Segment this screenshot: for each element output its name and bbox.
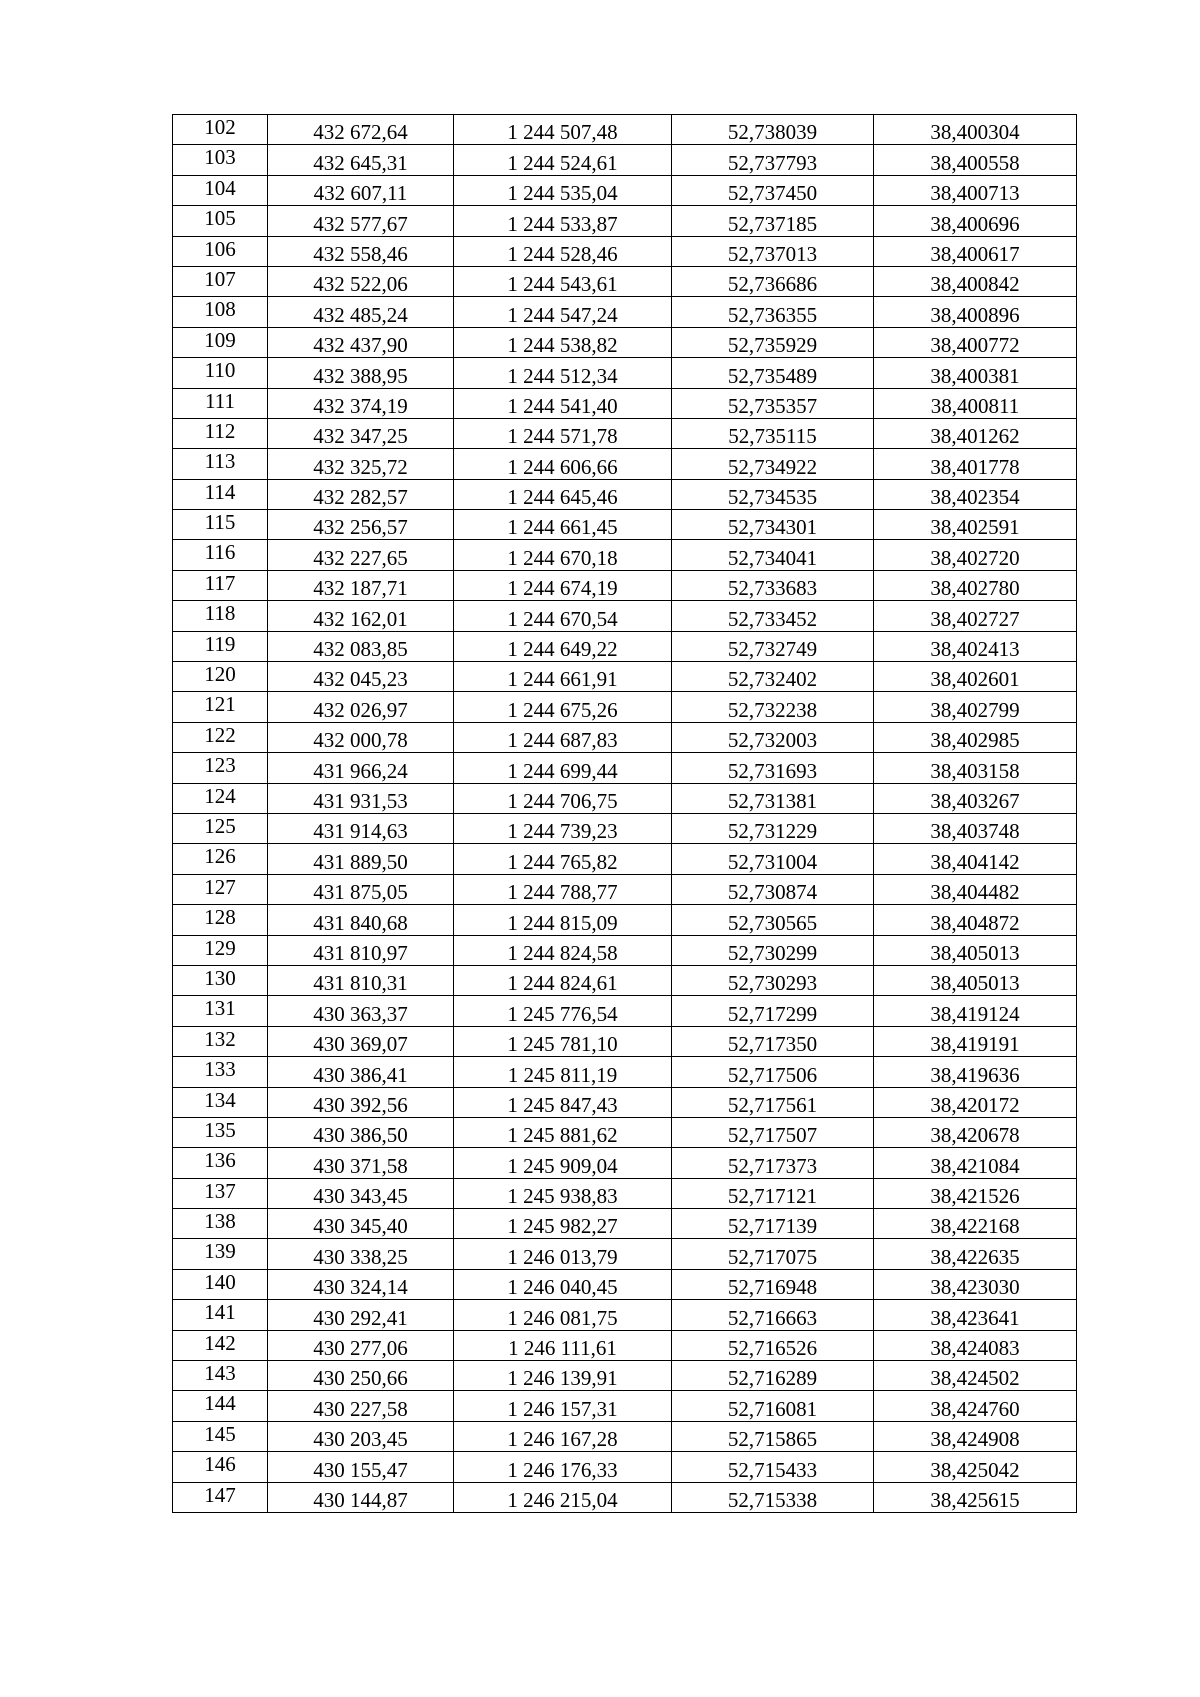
- y-coordinate-cell: 1 244 535,04: [454, 175, 672, 205]
- x-coordinate-cell: 430 155,47: [268, 1452, 454, 1482]
- table-row: [173, 631, 1077, 661]
- table-row: [173, 844, 1077, 874]
- latitude-cell: 52,737013: [672, 236, 874, 266]
- table-row: [173, 1361, 1077, 1391]
- latitude-cell: 52,715865: [672, 1421, 874, 1451]
- x-coordinate-cell: 432 374,19: [268, 388, 454, 418]
- point-number-cell: 118: [173, 601, 268, 631]
- latitude-cell: 52,737450: [672, 175, 874, 205]
- longitude-cell: 38,400713: [874, 175, 1077, 205]
- point-number-cell: 138: [173, 1209, 268, 1239]
- x-coordinate-cell: 432 522,06: [268, 266, 454, 296]
- x-coordinate-cell: 430 277,06: [268, 1330, 454, 1360]
- table-row: [173, 1117, 1077, 1147]
- table-row: [173, 236, 1077, 266]
- x-coordinate-cell: 431 914,63: [268, 813, 454, 843]
- point-number-cell: 112: [173, 418, 268, 448]
- point-number-cell: 134: [173, 1087, 268, 1117]
- point-number-cell: 127: [173, 874, 268, 904]
- y-coordinate-cell: 1 244 706,75: [454, 783, 672, 813]
- latitude-cell: 52,717561: [672, 1087, 874, 1117]
- y-coordinate-cell: 1 245 938,83: [454, 1178, 672, 1208]
- y-coordinate-cell: 1 244 571,78: [454, 418, 672, 448]
- latitude-cell: 52,730874: [672, 874, 874, 904]
- x-coordinate-cell: 430 392,56: [268, 1087, 454, 1117]
- point-number-cell: 133: [173, 1057, 268, 1087]
- point-number-cell: 102: [173, 115, 268, 145]
- y-coordinate-cell: 1 245 909,04: [454, 1148, 672, 1178]
- latitude-cell: 52,732749: [672, 631, 874, 661]
- x-coordinate-cell: 431 840,68: [268, 905, 454, 935]
- latitude-cell: 52,732003: [672, 722, 874, 752]
- point-number-cell: 113: [173, 449, 268, 479]
- y-coordinate-cell: 1 245 781,10: [454, 1026, 672, 1056]
- longitude-cell: 38,423030: [874, 1269, 1077, 1299]
- longitude-cell: 38,402985: [874, 722, 1077, 752]
- latitude-cell: 52,731229: [672, 813, 874, 843]
- y-coordinate-cell: 1 244 524,61: [454, 145, 672, 175]
- latitude-cell: 52,730565: [672, 905, 874, 935]
- latitude-cell: 52,735929: [672, 327, 874, 357]
- point-number-cell: 129: [173, 935, 268, 965]
- y-coordinate-cell: 1 244 788,77: [454, 874, 672, 904]
- point-number-cell: 125: [173, 813, 268, 843]
- latitude-cell: 52,717121: [672, 1178, 874, 1208]
- longitude-cell: 38,400842: [874, 266, 1077, 296]
- table-row: [173, 206, 1077, 236]
- y-coordinate-cell: 1 244 507,48: [454, 115, 672, 145]
- longitude-cell: 38,402354: [874, 479, 1077, 509]
- x-coordinate-cell: 430 144,87: [268, 1482, 454, 1512]
- point-number-cell: 126: [173, 844, 268, 874]
- longitude-cell: 38,402413: [874, 631, 1077, 661]
- latitude-cell: 52,716526: [672, 1330, 874, 1360]
- table-row: [173, 1482, 1077, 1512]
- y-coordinate-cell: 1 244 547,24: [454, 297, 672, 327]
- point-number-cell: 143: [173, 1361, 268, 1391]
- latitude-cell: 52,717507: [672, 1117, 874, 1147]
- longitude-cell: 38,425042: [874, 1452, 1077, 1482]
- longitude-cell: 38,422635: [874, 1239, 1077, 1269]
- longitude-cell: 38,424760: [874, 1391, 1077, 1421]
- x-coordinate-cell: 430 324,14: [268, 1269, 454, 1299]
- point-number-cell: 124: [173, 783, 268, 813]
- point-number-cell: 111: [173, 388, 268, 418]
- x-coordinate-cell: 432 437,90: [268, 327, 454, 357]
- y-coordinate-cell: 1 244 675,26: [454, 692, 672, 722]
- x-coordinate-cell: 430 227,58: [268, 1391, 454, 1421]
- x-coordinate-cell: 432 672,64: [268, 115, 454, 145]
- longitude-cell: 38,424908: [874, 1421, 1077, 1451]
- longitude-cell: 38,401262: [874, 418, 1077, 448]
- y-coordinate-cell: 1 246 167,28: [454, 1421, 672, 1451]
- point-number-cell: 122: [173, 722, 268, 752]
- latitude-cell: 52,733683: [672, 570, 874, 600]
- latitude-cell: 52,732402: [672, 662, 874, 692]
- table-row: [173, 1421, 1077, 1451]
- latitude-cell: 52,717506: [672, 1057, 874, 1087]
- latitude-cell: 52,731004: [672, 844, 874, 874]
- y-coordinate-cell: 1 244 824,58: [454, 935, 672, 965]
- table-row: [173, 965, 1077, 995]
- y-coordinate-cell: 1 245 847,43: [454, 1087, 672, 1117]
- longitude-cell: 38,422168: [874, 1209, 1077, 1239]
- y-coordinate-cell: 1 244 512,34: [454, 358, 672, 388]
- latitude-cell: 52,734922: [672, 449, 874, 479]
- longitude-cell: 38,421084: [874, 1148, 1077, 1178]
- y-coordinate-cell: 1 244 533,87: [454, 206, 672, 236]
- longitude-cell: 38,424502: [874, 1361, 1077, 1391]
- latitude-cell: 52,716663: [672, 1300, 874, 1330]
- point-number-cell: 147: [173, 1482, 268, 1512]
- table-row: [173, 570, 1077, 600]
- table-row: [173, 1300, 1077, 1330]
- latitude-cell: 52,737793: [672, 145, 874, 175]
- x-coordinate-cell: 431 810,97: [268, 935, 454, 965]
- x-coordinate-cell: 431 889,50: [268, 844, 454, 874]
- y-coordinate-cell: 1 246 215,04: [454, 1482, 672, 1512]
- latitude-cell: 52,736686: [672, 266, 874, 296]
- x-coordinate-cell: 430 292,41: [268, 1300, 454, 1330]
- table-row: [173, 1391, 1077, 1421]
- latitude-cell: 52,734041: [672, 540, 874, 570]
- y-coordinate-cell: 1 244 543,61: [454, 266, 672, 296]
- x-coordinate-cell: 432 256,57: [268, 510, 454, 540]
- point-number-cell: 104: [173, 175, 268, 205]
- x-coordinate-cell: 432 645,31: [268, 145, 454, 175]
- longitude-cell: 38,403158: [874, 753, 1077, 783]
- y-coordinate-cell: 1 244 699,44: [454, 753, 672, 783]
- x-coordinate-cell: 430 203,45: [268, 1421, 454, 1451]
- point-number-cell: 131: [173, 996, 268, 1026]
- y-coordinate-cell: 1 245 811,19: [454, 1057, 672, 1087]
- longitude-cell: 38,419124: [874, 996, 1077, 1026]
- point-number-cell: 119: [173, 631, 268, 661]
- latitude-cell: 52,730299: [672, 935, 874, 965]
- y-coordinate-cell: 1 245 881,62: [454, 1117, 672, 1147]
- table-row: [173, 996, 1077, 1026]
- y-coordinate-cell: 1 245 982,27: [454, 1209, 672, 1239]
- latitude-cell: 52,715338: [672, 1482, 874, 1512]
- point-number-cell: 108: [173, 297, 268, 327]
- y-coordinate-cell: 1 246 040,45: [454, 1269, 672, 1299]
- table-row: [173, 722, 1077, 752]
- latitude-cell: 52,717075: [672, 1239, 874, 1269]
- y-coordinate-cell: 1 244 606,66: [454, 449, 672, 479]
- y-coordinate-cell: 1 244 815,09: [454, 905, 672, 935]
- table-row: [173, 753, 1077, 783]
- table-row: [173, 327, 1077, 357]
- y-coordinate-cell: 1 244 645,46: [454, 479, 672, 509]
- x-coordinate-cell: 432 045,23: [268, 662, 454, 692]
- y-coordinate-cell: 1 244 739,23: [454, 813, 672, 843]
- longitude-cell: 38,402591: [874, 510, 1077, 540]
- table-row: [173, 813, 1077, 843]
- point-number-cell: 137: [173, 1178, 268, 1208]
- point-number-cell: 144: [173, 1391, 268, 1421]
- latitude-cell: 52,717299: [672, 996, 874, 1026]
- table-row: [173, 145, 1077, 175]
- longitude-cell: 38,402601: [874, 662, 1077, 692]
- x-coordinate-cell: 432 577,67: [268, 206, 454, 236]
- y-coordinate-cell: 1 244 765,82: [454, 844, 672, 874]
- longitude-cell: 38,420678: [874, 1117, 1077, 1147]
- y-coordinate-cell: 1 246 013,79: [454, 1239, 672, 1269]
- table-row: [173, 1178, 1077, 1208]
- point-number-cell: 132: [173, 1026, 268, 1056]
- table-row: [173, 692, 1077, 722]
- latitude-cell: 52,735115: [672, 418, 874, 448]
- x-coordinate-cell: 431 875,05: [268, 874, 454, 904]
- point-number-cell: 107: [173, 266, 268, 296]
- longitude-cell: 38,402799: [874, 692, 1077, 722]
- x-coordinate-cell: 432 325,72: [268, 449, 454, 479]
- table-row: [173, 1452, 1077, 1482]
- point-number-cell: 120: [173, 662, 268, 692]
- table-row: [173, 1239, 1077, 1269]
- latitude-cell: 52,717350: [672, 1026, 874, 1056]
- table-row: [173, 1330, 1077, 1360]
- y-coordinate-cell: 1 246 139,91: [454, 1361, 672, 1391]
- longitude-cell: 38,400896: [874, 297, 1077, 327]
- table-row: [173, 297, 1077, 327]
- point-number-cell: 135: [173, 1117, 268, 1147]
- x-coordinate-cell: 432 388,95: [268, 358, 454, 388]
- x-coordinate-cell: 431 931,53: [268, 783, 454, 813]
- table-row: [173, 1209, 1077, 1239]
- x-coordinate-cell: 432 026,97: [268, 692, 454, 722]
- table-row: [173, 1026, 1077, 1056]
- table-row: [173, 1148, 1077, 1178]
- point-number-cell: 115: [173, 510, 268, 540]
- longitude-cell: 38,403748: [874, 813, 1077, 843]
- x-coordinate-cell: 430 369,07: [268, 1026, 454, 1056]
- table-row: [173, 449, 1077, 479]
- latitude-cell: 52,732238: [672, 692, 874, 722]
- longitude-cell: 38,401778: [874, 449, 1077, 479]
- x-coordinate-cell: 430 386,41: [268, 1057, 454, 1087]
- x-coordinate-cell: 430 343,45: [268, 1178, 454, 1208]
- point-number-cell: 130: [173, 965, 268, 995]
- longitude-cell: 38,402720: [874, 540, 1077, 570]
- y-coordinate-cell: 1 246 111,61: [454, 1330, 672, 1360]
- x-coordinate-cell: 430 250,66: [268, 1361, 454, 1391]
- table-row: [173, 479, 1077, 509]
- longitude-cell: 38,424083: [874, 1330, 1077, 1360]
- coordinates-table-body: [173, 115, 1077, 1513]
- y-coordinate-cell: 1 244 824,61: [454, 965, 672, 995]
- x-coordinate-cell: 430 363,37: [268, 996, 454, 1026]
- longitude-cell: 38,400558: [874, 145, 1077, 175]
- point-number-cell: 106: [173, 236, 268, 266]
- point-number-cell: 114: [173, 479, 268, 509]
- table-row: [173, 905, 1077, 935]
- longitude-cell: 38,425615: [874, 1482, 1077, 1512]
- latitude-cell: 52,738039: [672, 115, 874, 145]
- table-row: [173, 662, 1077, 692]
- x-coordinate-cell: 432 083,85: [268, 631, 454, 661]
- point-number-cell: 145: [173, 1421, 268, 1451]
- x-coordinate-cell: 430 345,40: [268, 1209, 454, 1239]
- y-coordinate-cell: 1 244 670,54: [454, 601, 672, 631]
- point-number-cell: 146: [173, 1452, 268, 1482]
- latitude-cell: 52,734535: [672, 479, 874, 509]
- coordinates-table: [172, 114, 1077, 1513]
- table-row: [173, 540, 1077, 570]
- longitude-cell: 38,404872: [874, 905, 1077, 935]
- longitude-cell: 38,403267: [874, 783, 1077, 813]
- x-coordinate-cell: 431 966,24: [268, 753, 454, 783]
- y-coordinate-cell: 1 244 649,22: [454, 631, 672, 661]
- point-number-cell: 123: [173, 753, 268, 783]
- point-number-cell: 103: [173, 145, 268, 175]
- latitude-cell: 52,716081: [672, 1391, 874, 1421]
- point-number-cell: 121: [173, 692, 268, 722]
- y-coordinate-cell: 1 244 670,18: [454, 540, 672, 570]
- y-coordinate-cell: 1 244 661,45: [454, 510, 672, 540]
- latitude-cell: 52,731693: [672, 753, 874, 783]
- table-row: [173, 783, 1077, 813]
- y-coordinate-cell: 1 246 157,31: [454, 1391, 672, 1421]
- latitude-cell: 52,734301: [672, 510, 874, 540]
- x-coordinate-cell: 430 386,50: [268, 1117, 454, 1147]
- table-row: [173, 358, 1077, 388]
- longitude-cell: 38,405013: [874, 965, 1077, 995]
- point-number-cell: 109: [173, 327, 268, 357]
- table-row: [173, 266, 1077, 296]
- x-coordinate-cell: 432 227,65: [268, 540, 454, 570]
- longitude-cell: 38,402727: [874, 601, 1077, 631]
- longitude-cell: 38,419191: [874, 1026, 1077, 1056]
- x-coordinate-cell: 431 810,31: [268, 965, 454, 995]
- point-number-cell: 117: [173, 570, 268, 600]
- latitude-cell: 52,730293: [672, 965, 874, 995]
- y-coordinate-cell: 1 244 528,46: [454, 236, 672, 266]
- y-coordinate-cell: 1 244 687,83: [454, 722, 672, 752]
- x-coordinate-cell: 432 607,11: [268, 175, 454, 205]
- table-row: [173, 1269, 1077, 1299]
- latitude-cell: 52,715433: [672, 1452, 874, 1482]
- y-coordinate-cell: 1 246 176,33: [454, 1452, 672, 1482]
- longitude-cell: 38,421526: [874, 1178, 1077, 1208]
- longitude-cell: 38,400772: [874, 327, 1077, 357]
- latitude-cell: 52,716948: [672, 1269, 874, 1299]
- table-row: [173, 175, 1077, 205]
- y-coordinate-cell: 1 244 674,19: [454, 570, 672, 600]
- table-row: [173, 115, 1077, 145]
- table-row: [173, 601, 1077, 631]
- longitude-cell: 38,402780: [874, 570, 1077, 600]
- point-number-cell: 140: [173, 1269, 268, 1299]
- y-coordinate-cell: 1 244 541,40: [454, 388, 672, 418]
- x-coordinate-cell: 432 000,78: [268, 722, 454, 752]
- x-coordinate-cell: 430 371,58: [268, 1148, 454, 1178]
- y-coordinate-cell: 1 245 776,54: [454, 996, 672, 1026]
- latitude-cell: 52,737185: [672, 206, 874, 236]
- latitude-cell: 52,735489: [672, 358, 874, 388]
- point-number-cell: 139: [173, 1239, 268, 1269]
- table-row: [173, 418, 1077, 448]
- longitude-cell: 38,420172: [874, 1087, 1077, 1117]
- point-number-cell: 141: [173, 1300, 268, 1330]
- longitude-cell: 38,404482: [874, 874, 1077, 904]
- x-coordinate-cell: 432 282,57: [268, 479, 454, 509]
- y-coordinate-cell: 1 244 661,91: [454, 662, 672, 692]
- table-row: [173, 874, 1077, 904]
- table-row: [173, 1057, 1077, 1087]
- latitude-cell: 52,717373: [672, 1148, 874, 1178]
- x-coordinate-cell: 432 558,46: [268, 236, 454, 266]
- y-coordinate-cell: 1 246 081,75: [454, 1300, 672, 1330]
- point-number-cell: 142: [173, 1330, 268, 1360]
- latitude-cell: 52,735357: [672, 388, 874, 418]
- latitude-cell: 52,717139: [672, 1209, 874, 1239]
- table-row: [173, 510, 1077, 540]
- longitude-cell: 38,400696: [874, 206, 1077, 236]
- point-number-cell: 105: [173, 206, 268, 236]
- point-number-cell: 116: [173, 540, 268, 570]
- y-coordinate-cell: 1 244 538,82: [454, 327, 672, 357]
- table-row: [173, 935, 1077, 965]
- longitude-cell: 38,405013: [874, 935, 1077, 965]
- latitude-cell: 52,736355: [672, 297, 874, 327]
- longitude-cell: 38,404142: [874, 844, 1077, 874]
- longitude-cell: 38,400381: [874, 358, 1077, 388]
- latitude-cell: 52,731381: [672, 783, 874, 813]
- point-number-cell: 110: [173, 358, 268, 388]
- longitude-cell: 38,400617: [874, 236, 1077, 266]
- table-row: [173, 388, 1077, 418]
- latitude-cell: 52,716289: [672, 1361, 874, 1391]
- longitude-cell: 38,400304: [874, 115, 1077, 145]
- point-number-cell: 128: [173, 905, 268, 935]
- point-number-cell: 136: [173, 1148, 268, 1178]
- longitude-cell: 38,423641: [874, 1300, 1077, 1330]
- x-coordinate-cell: 432 162,01: [268, 601, 454, 631]
- x-coordinate-cell: 432 187,71: [268, 570, 454, 600]
- longitude-cell: 38,400811: [874, 388, 1077, 418]
- x-coordinate-cell: 430 338,25: [268, 1239, 454, 1269]
- table-row: [173, 1087, 1077, 1117]
- latitude-cell: 52,733452: [672, 601, 874, 631]
- x-coordinate-cell: 432 347,25: [268, 418, 454, 448]
- x-coordinate-cell: 432 485,24: [268, 297, 454, 327]
- longitude-cell: 38,419636: [874, 1057, 1077, 1087]
